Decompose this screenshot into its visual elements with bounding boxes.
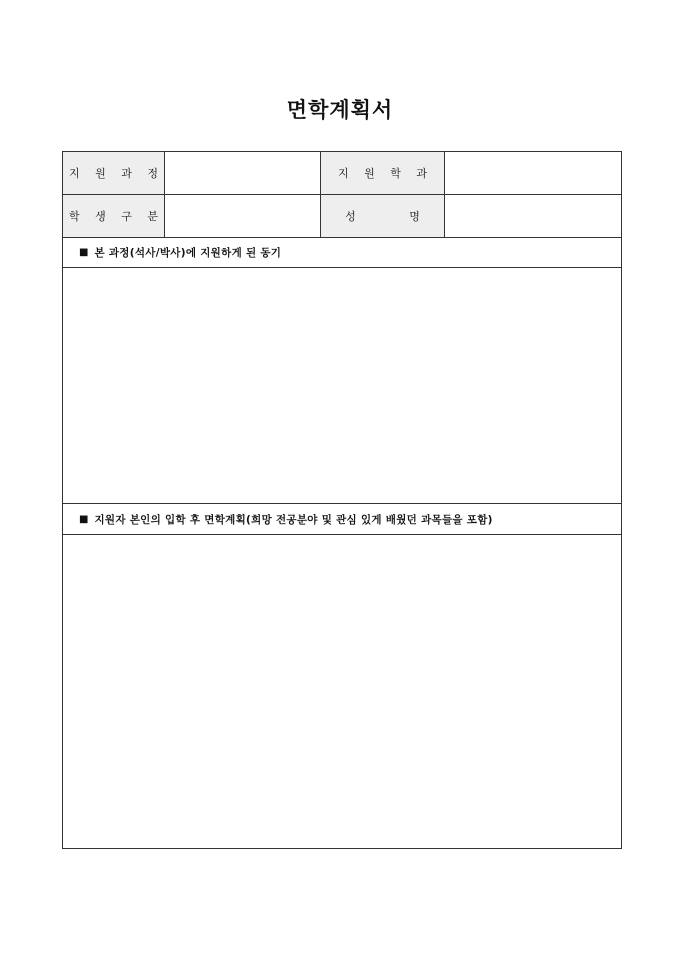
motivation-heading — [63, 238, 621, 268]
info-row-1 — [63, 152, 621, 195]
info-row-2 — [63, 195, 621, 238]
name-label — [321, 195, 445, 237]
study-plan-heading-text: 지원자 본인의 입학 후 면학계획(희망 전공분야 및 관심 있게 배웠던 과목들을 포함) — [94, 513, 493, 526]
study-plan-area[interactable] — [63, 535, 621, 848]
name-label-text: 성 명 — [345, 210, 426, 223]
course-field[interactable] — [165, 152, 321, 194]
department-label — [321, 152, 445, 194]
department-field[interactable] — [445, 152, 621, 194]
study-plan-heading — [63, 504, 621, 535]
square-bullet-icon: ■ — [79, 247, 89, 258]
plan-form — [62, 151, 622, 849]
course-label — [63, 152, 165, 194]
department-label-text: 지 원 학 과 — [338, 167, 433, 180]
document-title: 면학계획서 — [286, 98, 394, 122]
course-label-text: 지 원 과 정 — [69, 167, 164, 180]
motivation-area[interactable] — [63, 268, 621, 504]
student-type-label-text: 학 생 구 분 — [69, 210, 164, 223]
square-bullet-icon: ■ — [79, 513, 89, 525]
student-type-label — [63, 195, 165, 237]
student-type-field[interactable] — [165, 195, 321, 237]
motivation-heading-text: 본 과정(석사/박사)에 지원하게 된 동기 — [94, 247, 282, 259]
name-field[interactable] — [445, 195, 621, 237]
